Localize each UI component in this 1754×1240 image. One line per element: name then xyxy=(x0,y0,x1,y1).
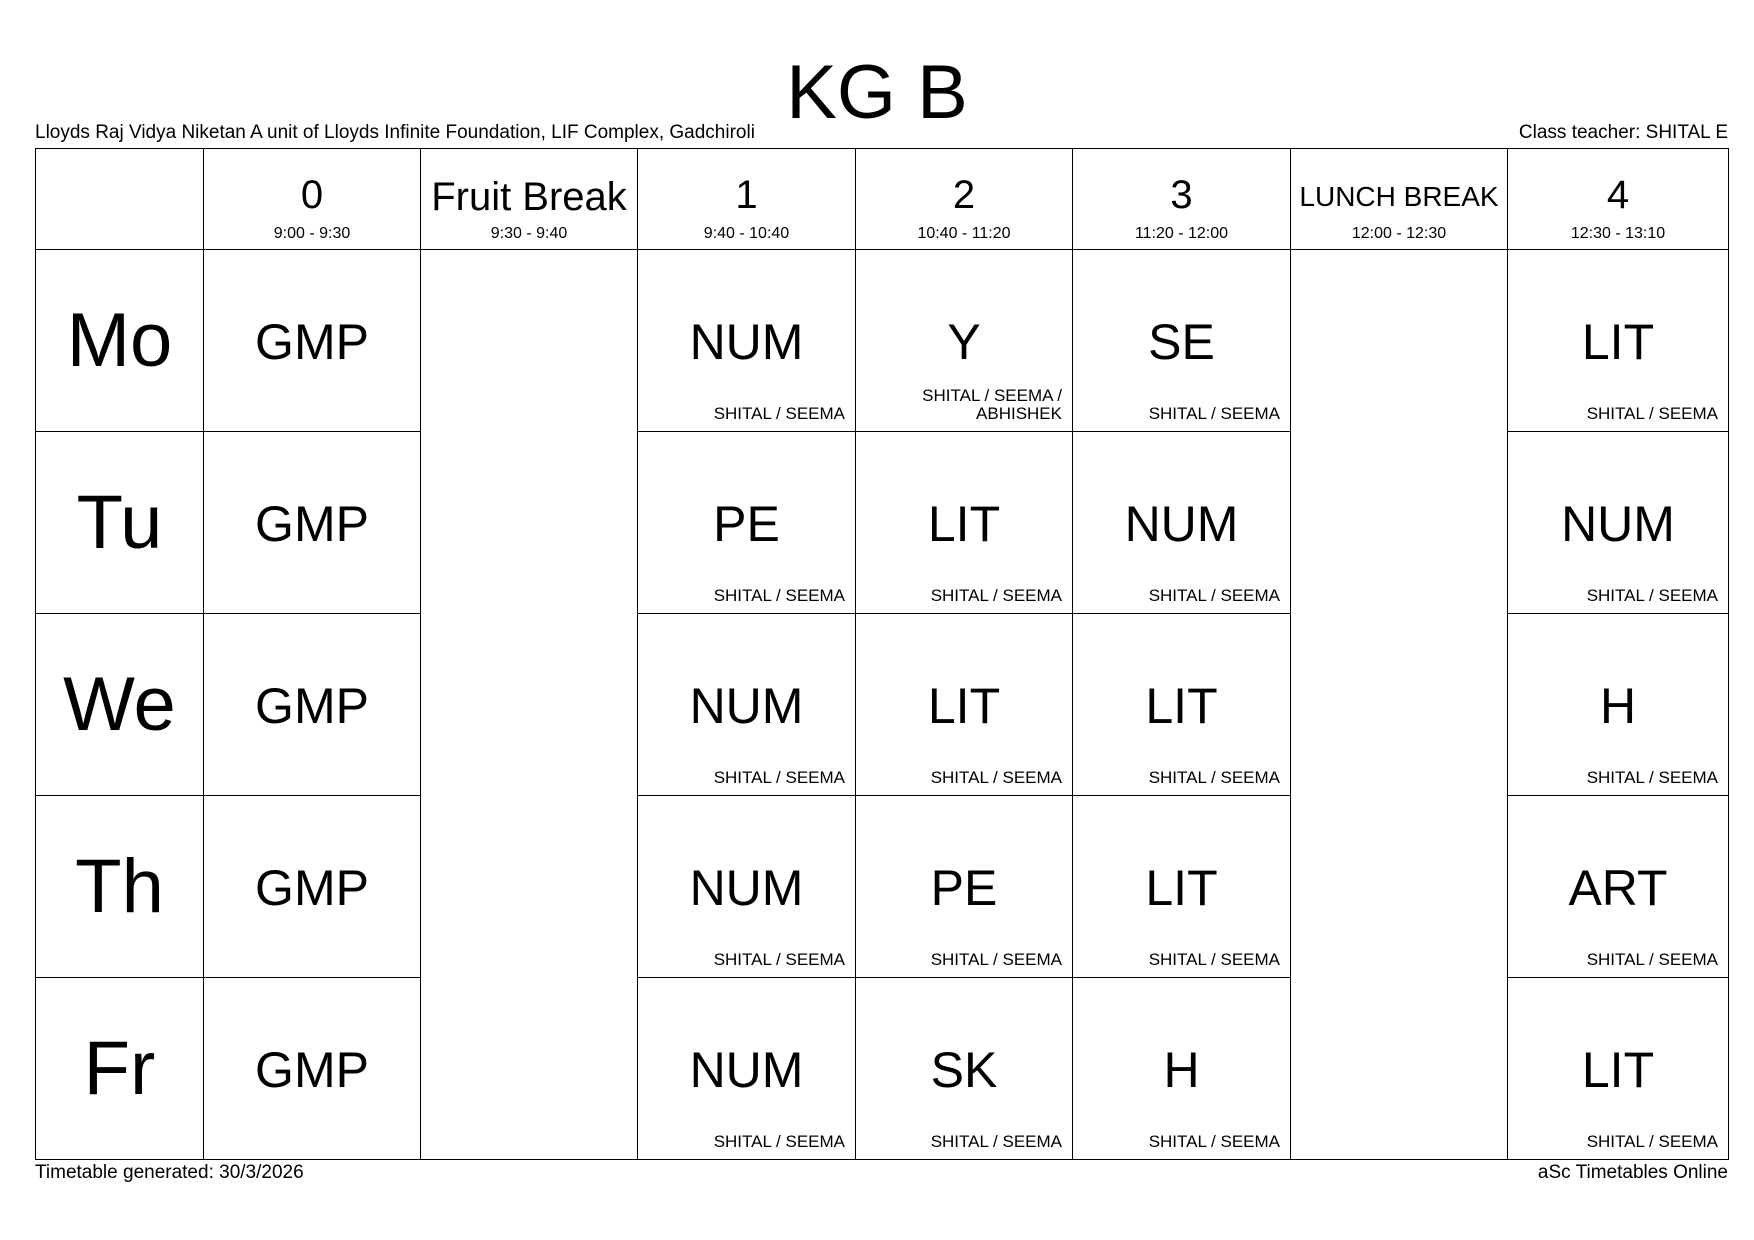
teachers: SHITAL / SEEMA xyxy=(713,950,845,969)
lesson-cell xyxy=(638,432,856,614)
period-number: 1 xyxy=(735,173,758,217)
teachers: SHITAL / SEEMA xyxy=(1148,586,1280,605)
period-header-row xyxy=(36,149,1729,250)
day-cell xyxy=(36,614,204,796)
period-header-1 xyxy=(638,149,856,250)
lesson-cell xyxy=(204,796,421,978)
period-time: 10:40 - 11:20 xyxy=(917,225,1011,242)
lesson-cell xyxy=(1073,250,1291,432)
lesson-cell xyxy=(1508,796,1729,978)
fruit-break-cell xyxy=(421,250,638,1160)
subject: LIT xyxy=(927,678,1001,734)
lesson-cell xyxy=(1508,614,1729,796)
lesson-cell xyxy=(856,432,1073,614)
lesson-cell xyxy=(204,250,421,432)
subject: GMP xyxy=(255,860,369,916)
lesson-cell xyxy=(204,978,421,1160)
subject: ART xyxy=(1568,860,1668,916)
lesson-cell xyxy=(1508,250,1729,432)
lesson-cell xyxy=(856,614,1073,796)
subject: LIT xyxy=(1581,1042,1655,1098)
lesson-cell xyxy=(1508,432,1729,614)
teachers: SHITAL / SEEMA xyxy=(713,1132,845,1151)
generated-date: Timetable generated: 30/3/2026 xyxy=(35,1162,304,1183)
subject: GMP xyxy=(255,314,369,370)
subject: GMP xyxy=(255,1042,369,1098)
lesson-cell xyxy=(856,978,1073,1160)
teachers: SHITAL / SEEMA xyxy=(1586,950,1718,969)
page-title: KG B xyxy=(786,50,968,135)
lesson-cell xyxy=(638,614,856,796)
subject: LIT xyxy=(1581,314,1655,370)
day-name: Tu xyxy=(76,479,163,565)
subject: PE xyxy=(713,496,780,552)
lesson-cell xyxy=(856,250,1073,432)
teachers: SHITAL / SEEMA xyxy=(930,586,1062,605)
teachers: SHITAL / SEEMA xyxy=(1148,768,1280,787)
school-name: Lloyds Raj Vidya Niketan A unit of Lloyds Infinite Foundation, LIF Complex, Gadchiroli xyxy=(35,122,755,143)
period-time: 9:30 - 9:40 xyxy=(490,225,568,242)
corner-cell xyxy=(36,149,204,250)
subject: LIT xyxy=(1145,860,1218,916)
teachers: SHITAL / SEEMA xyxy=(1586,768,1718,787)
period-number: Fruit Break xyxy=(431,175,627,219)
lesson-cell xyxy=(856,796,1073,978)
day-name: Mo xyxy=(66,297,173,383)
lesson-cell xyxy=(638,796,856,978)
period-header-3 xyxy=(1073,149,1291,250)
day-cell xyxy=(36,250,204,432)
class-teacher: Class teacher: SHITAL E xyxy=(1518,122,1728,143)
day-name: We xyxy=(63,661,176,747)
subject: GMP xyxy=(255,496,369,552)
period-header-lunch-break xyxy=(1291,149,1508,250)
subject: NUM xyxy=(689,1042,804,1098)
period-number: LUNCH BREAK xyxy=(1299,181,1499,212)
teachers: SHITAL / SEEMA xyxy=(930,950,1062,969)
lesson-cell xyxy=(1073,432,1291,614)
period-header-0 xyxy=(204,149,421,250)
teachers: SHITAL / SEEMA xyxy=(713,404,845,423)
period-header-2 xyxy=(856,149,1073,250)
lesson-cell xyxy=(638,250,856,432)
period-number: 0 xyxy=(300,173,324,217)
period-time: 9:00 - 9:30 xyxy=(273,225,351,242)
subject: NUM xyxy=(689,678,804,734)
period-header-fruit-break xyxy=(421,149,638,250)
day-name: Th xyxy=(75,843,164,929)
teachers: SHITAL / SEEMA xyxy=(1586,586,1718,605)
subject: NUM xyxy=(689,860,804,916)
lesson-cell xyxy=(1073,978,1291,1160)
period-header-4 xyxy=(1508,149,1729,250)
day-name: Fr xyxy=(83,1025,156,1111)
teachers: SHITAL / SEEMA xyxy=(713,768,845,787)
subject: SE xyxy=(1148,314,1215,370)
subject: NUM xyxy=(689,314,804,370)
teachers: SHITAL / SEEMA xyxy=(713,586,845,605)
subject: LIT xyxy=(1145,678,1218,734)
day-cell xyxy=(36,432,204,614)
subject: GMP xyxy=(255,678,369,734)
lunch-break-cell xyxy=(1291,250,1508,1160)
teachers: SHITAL / SEEMA xyxy=(1586,404,1718,423)
lesson-cell xyxy=(1508,978,1729,1160)
lesson-cell xyxy=(204,614,421,796)
lesson-cell xyxy=(1073,614,1291,796)
teachers: SHITAL / SEEMA xyxy=(1586,1132,1718,1151)
timetable-grid xyxy=(35,148,1729,1160)
day-row-mo xyxy=(36,250,1729,432)
subject: H xyxy=(1599,678,1637,734)
period-number: 2 xyxy=(952,173,976,217)
day-cell xyxy=(36,978,204,1160)
period-time: 12:00 - 12:30 xyxy=(1351,225,1447,242)
lesson-cell xyxy=(1073,796,1291,978)
subject: NUM xyxy=(1124,496,1239,552)
teachers: SHITAL / SEEMA xyxy=(1148,950,1280,969)
subject: PE xyxy=(930,860,998,916)
lesson-cell xyxy=(204,432,421,614)
teachers: SHITAL / SEEMA xyxy=(1148,1132,1280,1151)
day-cell xyxy=(36,796,204,978)
lesson-cell xyxy=(638,978,856,1160)
brand-credit: aSc Timetables Online xyxy=(1537,1162,1728,1183)
period-number: 3 xyxy=(1170,173,1193,217)
period-time: 11:20 - 12:00 xyxy=(1134,225,1229,242)
subject: H xyxy=(1163,1042,1200,1098)
period-time: 12:30 - 13:10 xyxy=(1570,225,1666,242)
period-time: 9:40 - 10:40 xyxy=(703,225,790,242)
teachers: SHITAL / SEEMA xyxy=(930,1132,1062,1151)
teachers: SHITAL / SEEMA xyxy=(930,768,1062,787)
subject: Y xyxy=(947,314,981,370)
subject: NUM xyxy=(1561,496,1675,552)
subject: SK xyxy=(930,1042,998,1098)
teachers: SHITAL / SEEMA / ABHISHEK xyxy=(922,386,1062,423)
period-number: 4 xyxy=(1606,173,1630,217)
subject: LIT xyxy=(927,496,1001,552)
teachers: SHITAL / SEEMA xyxy=(1148,404,1280,423)
